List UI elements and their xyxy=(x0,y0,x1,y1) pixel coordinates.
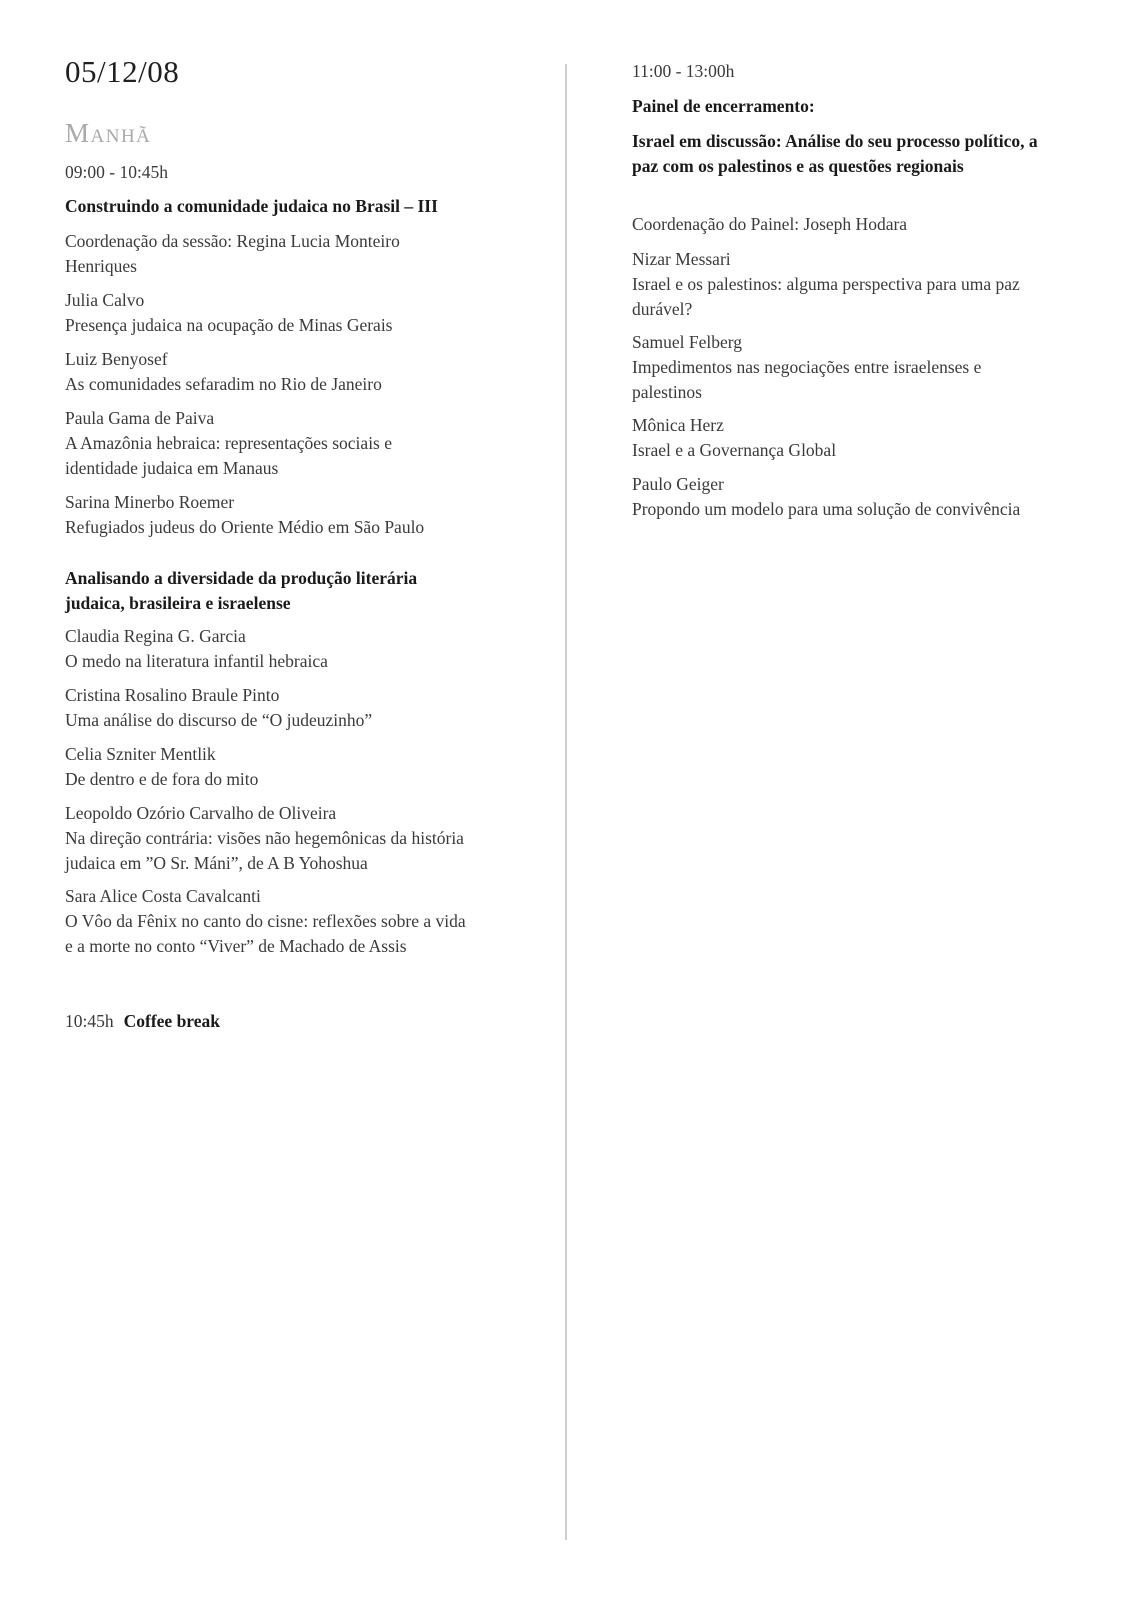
panel-label: Painel de encerramento: xyxy=(632,96,815,116)
speaker-name: Celia Szniter Mentlik xyxy=(65,744,216,764)
list-item xyxy=(632,472,1032,522)
list-item xyxy=(65,288,495,338)
talk-title: As comunidades sefaradim no Rio de Janeiro xyxy=(65,374,382,394)
panel-coordination: Coordenação do Painel: Joseph Hodara xyxy=(632,214,908,234)
speaker-name: Paulo Geiger xyxy=(632,474,724,494)
talk-title: A Amazônia hebraica: representações sociais e identidade judaica em Manaus xyxy=(65,433,393,478)
speaker-name: Leopoldo Ozório Carvalho de Oliveira xyxy=(65,803,337,823)
talk-title: Na direção contrária: visões não hegemônicas da história judaica em ”O Sr. Máni”, de A B Yohoshua xyxy=(65,828,464,873)
session-time: 09:00 - 10:45h xyxy=(65,162,169,182)
list-item xyxy=(65,884,475,959)
session-title: Construindo a comunidade judaica no Brasil – III xyxy=(65,196,438,216)
list-item xyxy=(65,742,495,792)
talk-title: Presença judaica na ocupação de Minas Gerais xyxy=(65,315,393,335)
column-divider xyxy=(565,64,567,1540)
speaker-name: Sarina Minerbo Roemer xyxy=(65,492,235,512)
speaker-name: Sara Alice Costa Cavalcanti xyxy=(65,886,261,906)
talk-title: Israel e os palestinos: alguma perspectiva para uma paz durável? xyxy=(632,274,1020,319)
coffee-time: 10:45h xyxy=(65,1011,114,1031)
session-title: Analisando a diversidade da produção literária judaica, brasileira e israelense xyxy=(65,568,418,613)
talk-title: Impedimentos nas negociações entre israelenses e palestinos xyxy=(632,357,982,402)
speaker-name: Cristina Rosalino Braule Pinto xyxy=(65,685,280,705)
talk-title: O medo na literatura infantil hebraica xyxy=(65,651,328,671)
coffee-label: Coffee break xyxy=(123,1011,221,1031)
speaker-name: Claudia Regina G. Garcia xyxy=(65,626,246,646)
coffee-break xyxy=(65,1009,495,1034)
page-date: 05/12/08 xyxy=(65,54,180,89)
list-item xyxy=(632,413,1052,463)
speaker-name: Julia Calvo xyxy=(65,290,145,310)
talk-title: O Vôo da Fênix no canto do cisne: reflexões sobre a vida e a morte no conto “Viver” de Machado de Assis xyxy=(65,911,466,956)
list-item xyxy=(65,490,495,540)
list-item xyxy=(65,801,495,876)
talk-title: De dentro e de fora do mito xyxy=(65,769,259,789)
speaker-name: Paula Gama de Paiva xyxy=(65,408,215,428)
list-item xyxy=(65,406,455,481)
period-heading: Manhã xyxy=(65,118,152,148)
session-coordination: Coordenação da sessão: Regina Lucia Monteiro Henriques xyxy=(65,231,400,276)
talk-title: Refugiados judeus do Oriente Médio em São Paulo xyxy=(65,517,425,537)
speaker-name: Mônica Herz xyxy=(632,415,724,435)
talk-title: Israel e a Governança Global xyxy=(632,440,837,460)
list-item xyxy=(632,247,1052,322)
list-item xyxy=(632,330,1052,405)
list-item xyxy=(65,624,495,674)
panel-title: Israel em discussão: Análise do seu processo político, a paz com os palestinos e as questões regionais xyxy=(632,131,1038,176)
talk-title: Propondo um modelo para uma solução de convivência xyxy=(632,499,1021,519)
list-item xyxy=(65,683,495,733)
speaker-name: Luiz Benyosef xyxy=(65,349,168,369)
speaker-name: Nizar Messari xyxy=(632,249,731,269)
session-time: 11:00 - 13:00h xyxy=(632,61,735,81)
talk-title: Uma análise do discurso de “O judeuzinho” xyxy=(65,710,373,730)
speaker-name: Samuel Felberg xyxy=(632,332,743,352)
list-item xyxy=(65,347,495,397)
